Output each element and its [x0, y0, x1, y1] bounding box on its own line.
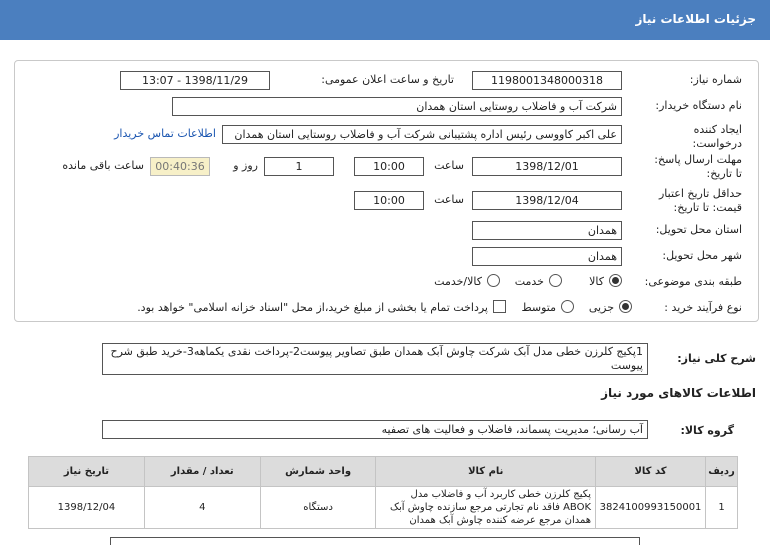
- announce-field[interactable]: 1398/11/29 - 13:07: [120, 71, 270, 90]
- days-field[interactable]: 1: [264, 157, 334, 176]
- cell-date: 1398/12/04: [29, 487, 145, 529]
- validity-date-field[interactable]: 1398/12/04: [472, 191, 622, 210]
- page-title: جزئیات اطلاعات نیاز: [635, 12, 756, 26]
- category-option-goods-service: کالا/خدمت: [434, 275, 482, 288]
- process-radio-minor[interactable]: [619, 300, 632, 313]
- category-radio-service[interactable]: [549, 274, 562, 287]
- cell-qty: 4: [144, 487, 260, 529]
- category-radio-goods-service[interactable]: [487, 274, 500, 287]
- col-qty: تعداد / مقدار: [144, 457, 260, 487]
- col-row: ردیف: [706, 457, 738, 487]
- remaining-time-field: 00:40:36: [150, 157, 210, 176]
- treasury-payment-note: پرداخت تمام یا بخشی از مبلغ خرید،از محل "اسناد خزانه اسلامی" خواهد بود.: [137, 301, 488, 314]
- cell-row: 1: [706, 487, 738, 529]
- table-row[interactable]: [29, 487, 738, 529]
- next-section-box: [110, 537, 640, 545]
- page-header: [0, 0, 770, 40]
- validity-label-2: قیمت: تا تاریخ:: [673, 201, 742, 214]
- remaining-label: ساعت باقی مانده: [62, 159, 144, 172]
- category-option-goods: کالا: [589, 275, 604, 288]
- summary-label: شرح کلی نیاز:: [677, 352, 756, 365]
- need-number-label: شماره نیاز:: [689, 73, 742, 86]
- details-panel: [14, 60, 759, 322]
- city-field[interactable]: همدان: [472, 247, 622, 266]
- announce-label: تاریخ و ساعت اعلان عمومی:: [321, 73, 454, 86]
- category-label: طبقه بندی موضوعی:: [644, 275, 742, 288]
- col-unit: واحد شمارش: [260, 457, 376, 487]
- col-code: کد کالا: [596, 457, 706, 487]
- goods-group-field[interactable]: آب رسانی؛ مدیریت پسماند، فاضلاب و فعالیت های تصفیه: [102, 420, 648, 439]
- days-label: روز و: [233, 159, 258, 172]
- treasury-payment-checkbox[interactable]: [493, 300, 506, 313]
- creator-label-2: درخواست:: [692, 137, 742, 150]
- goods-group-label: گروه کالا:: [680, 424, 734, 437]
- deadline-time-label: ساعت: [434, 159, 464, 172]
- category-option-service: خدمت: [514, 275, 544, 288]
- col-date: تاریخ نیاز: [29, 457, 145, 487]
- category-radio-goods[interactable]: [609, 274, 622, 287]
- need-number-field[interactable]: 1198001348000318: [472, 71, 622, 90]
- deadline-date-field[interactable]: 1398/12/01: [472, 157, 622, 176]
- buyer-org-label: نام دستگاه خریدار:: [655, 99, 742, 112]
- cell-code: 3824100993150001: [596, 487, 706, 529]
- deadline-label-2: تا تاریخ:: [706, 167, 742, 180]
- process-radio-medium[interactable]: [561, 300, 574, 313]
- creator-field[interactable]: علی اکبر کاووسی رئیس اداره پشتیبانی شرکت آب و فاضلاب روستایی استان همدان: [222, 125, 622, 144]
- validity-time-label: ساعت: [434, 193, 464, 206]
- validity-time-field[interactable]: 10:00: [354, 191, 424, 210]
- validity-label-1: حداقل تاریخ اعتبار: [658, 187, 742, 200]
- city-label: شهر محل تحویل:: [662, 249, 742, 262]
- deadline-time-field[interactable]: 10:00: [354, 157, 424, 176]
- cell-name: پکیج کلرزن خطی کاربرد آب و فاضلاب مدل ABOK فاقد نام تجارتی مرجع سازنده چاوش آبک همدان مرجع عرضه کننده چاوش آبک همدان: [376, 487, 596, 529]
- contact-buyer-link[interactable]: اطلاعات تماس خریدار: [114, 127, 216, 140]
- province-label: استان محل تحویل:: [655, 223, 742, 236]
- cell-unit: دستگاه: [260, 487, 376, 529]
- summary-field[interactable]: 1پکیج کلرزن خطی مدل آبک شرکت چاوش آبک همدان طبق تصاویر پیوست2-پرداخت نقدی یکماهه3-خرید طبق شرح پیوست: [102, 343, 648, 375]
- goods-table: [28, 456, 738, 529]
- deadline-label-1: مهلت ارسال پاسخ:: [654, 153, 742, 166]
- process-option-medium: متوسط: [521, 301, 556, 314]
- goods-section-title: اطلاعات کالاهای مورد نیاز: [601, 386, 756, 400]
- process-option-minor: جزیی: [588, 301, 614, 314]
- goods-table-header: [29, 457, 738, 487]
- creator-label-1: ایجاد کننده: [693, 123, 742, 136]
- process-label: نوع فرآیند خرید :: [664, 301, 742, 314]
- province-field[interactable]: همدان: [472, 221, 622, 240]
- col-name: نام کالا: [376, 457, 596, 487]
- buyer-org-field[interactable]: شرکت آب و فاضلاب روستایی استان همدان: [172, 97, 622, 116]
